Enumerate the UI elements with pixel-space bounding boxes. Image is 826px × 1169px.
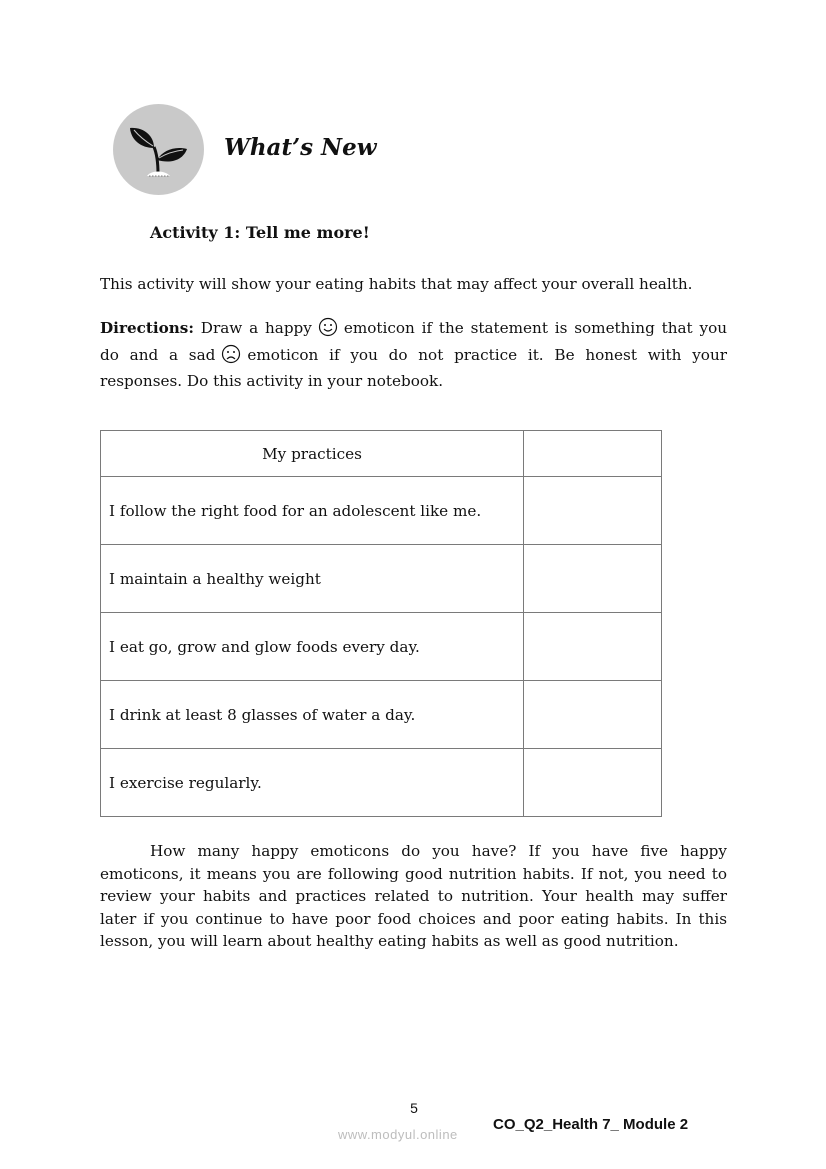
practice-cell: I eat go, grow and glow foods every day. (101, 613, 524, 681)
practice-cell: I drink at least 8 glasses of water a day. (101, 681, 524, 749)
emoticon-cell (524, 613, 662, 681)
activity-title: Activity 1: Tell me more! (150, 223, 370, 242)
table-row (101, 681, 662, 749)
directions-label: Directions: (100, 319, 194, 337)
emoticon-cell (524, 477, 662, 545)
practice-cell: I follow the right food for an adolescent like me. (101, 477, 524, 545)
emoticon-cell (524, 545, 662, 613)
section-title: What’s New (224, 134, 377, 161)
table-row (101, 613, 662, 681)
directions-paragraph (100, 317, 727, 393)
page-number: 5 (410, 1100, 418, 1116)
header-emoticon-column (524, 431, 662, 477)
emoticon-cell (524, 681, 662, 749)
watermark: www.modyul.online (338, 1127, 458, 1142)
activity-intro: This activity will show your eating habits that may affect your overall health. (100, 275, 693, 293)
practices-table (100, 430, 662, 817)
emoticon-cell (524, 749, 662, 817)
table-row (101, 545, 662, 613)
section-logo (113, 104, 204, 195)
practice-cell: I exercise regularly. (101, 749, 524, 817)
closing-paragraph: How many happy emoticons do you have? If you have five happy emoticons, it means you are following good nutrition habits. If not, you need to review your habits and practices related to nutrition. Your health may suffer later if you continue to have poor food choices and poor eating habits. In this lesson, you will learn about healthy eating habits as well as good nutrition. (100, 842, 727, 950)
module-code: CO_Q2_Health 7_ Module 2 (493, 1116, 689, 1133)
sprout-icon (113, 104, 204, 195)
sad-emoticon-icon (221, 344, 241, 371)
directions-text-1: Draw a happy (200, 319, 312, 337)
table-header-row (101, 431, 662, 477)
practice-cell: I maintain a healthy weight (101, 545, 524, 613)
happy-emoticon-icon (318, 317, 338, 344)
table-row (101, 749, 662, 817)
table-row (101, 477, 662, 545)
directions-text-2: emoticon if the statement is something that you do and a sad (100, 319, 727, 364)
header-my-practices: My practices (101, 431, 524, 477)
directions-text-3: emoticon if you do not practice it. Be honest with your responses. Do this activity in your notebook. (100, 345, 727, 390)
